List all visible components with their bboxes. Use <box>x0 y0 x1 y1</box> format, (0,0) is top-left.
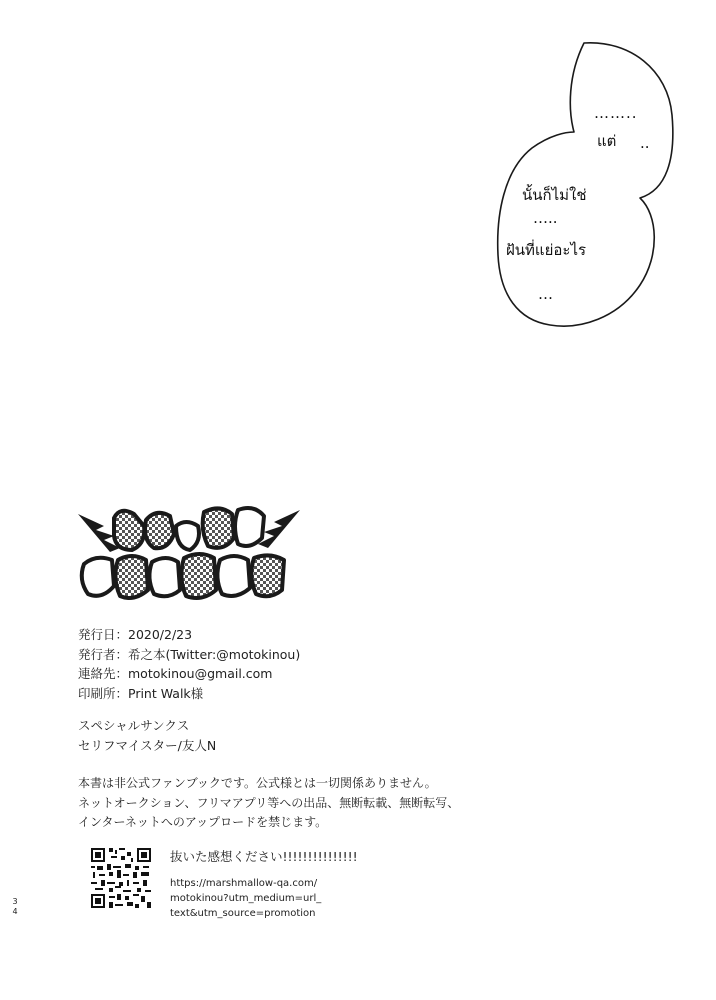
publisher: 発行者：希之本(Twitter:@motokinou) <box>78 646 301 662</box>
page-number-digit-1: 3 <box>12 897 18 906</box>
notice-line-1: 本書は非公式ファンブックです。公式様とは一切関係ありません。 <box>78 776 437 790</box>
qr-caption: 抜いた感想ください!!!!!!!!!!!!!!! <box>170 849 358 864</box>
bubble-ellipsis-4: … <box>538 285 553 303</box>
bubble-ellipsis-1: …….. <box>594 104 638 122</box>
printer: 印刷所：Print Walk様 <box>78 685 204 701</box>
bubble-text-1: แต่ <box>597 132 617 150</box>
special-thanks-names: セリフマイスター/友人N <box>78 737 217 753</box>
marshmallow-link[interactable] <box>170 876 321 921</box>
url-line-3: text&utm_source=promotion <box>170 908 316 919</box>
special-thanks-heading: スペシャルサンクス <box>78 718 190 733</box>
special-thanks <box>78 716 216 755</box>
notice-line-3: インターネットへのアップロードを禁じます。 <box>78 815 328 829</box>
url-line-2: motokinou?utm_medium=url_ <box>170 893 322 904</box>
bubble-ellipsis-2: .. <box>640 134 650 152</box>
title-logo <box>74 500 306 608</box>
notice-line-2: ネットオークション、フリマアプリ等への出品、無断転載、無断転写、 <box>78 795 460 810</box>
contact-email: 連絡先：motokinou@gmail.com <box>78 666 273 681</box>
bubble-ellipsis-3: ….. <box>533 209 558 227</box>
page-number-digit-2: 4 <box>12 907 18 916</box>
page-number <box>11 897 19 917</box>
bubble-text-3: ฝันที่แย่อะไร <box>506 241 587 259</box>
colophon <box>78 625 300 703</box>
publish-date: 発行日：2020/2/23 <box>78 627 193 642</box>
url-line-1: https://marshmallow-qa.com/ <box>170 878 318 889</box>
bubble-text-2: นั้นก็ไม่ใช่ <box>522 186 587 204</box>
legal-notice <box>78 774 459 833</box>
qr-code-icon[interactable] <box>89 846 153 910</box>
